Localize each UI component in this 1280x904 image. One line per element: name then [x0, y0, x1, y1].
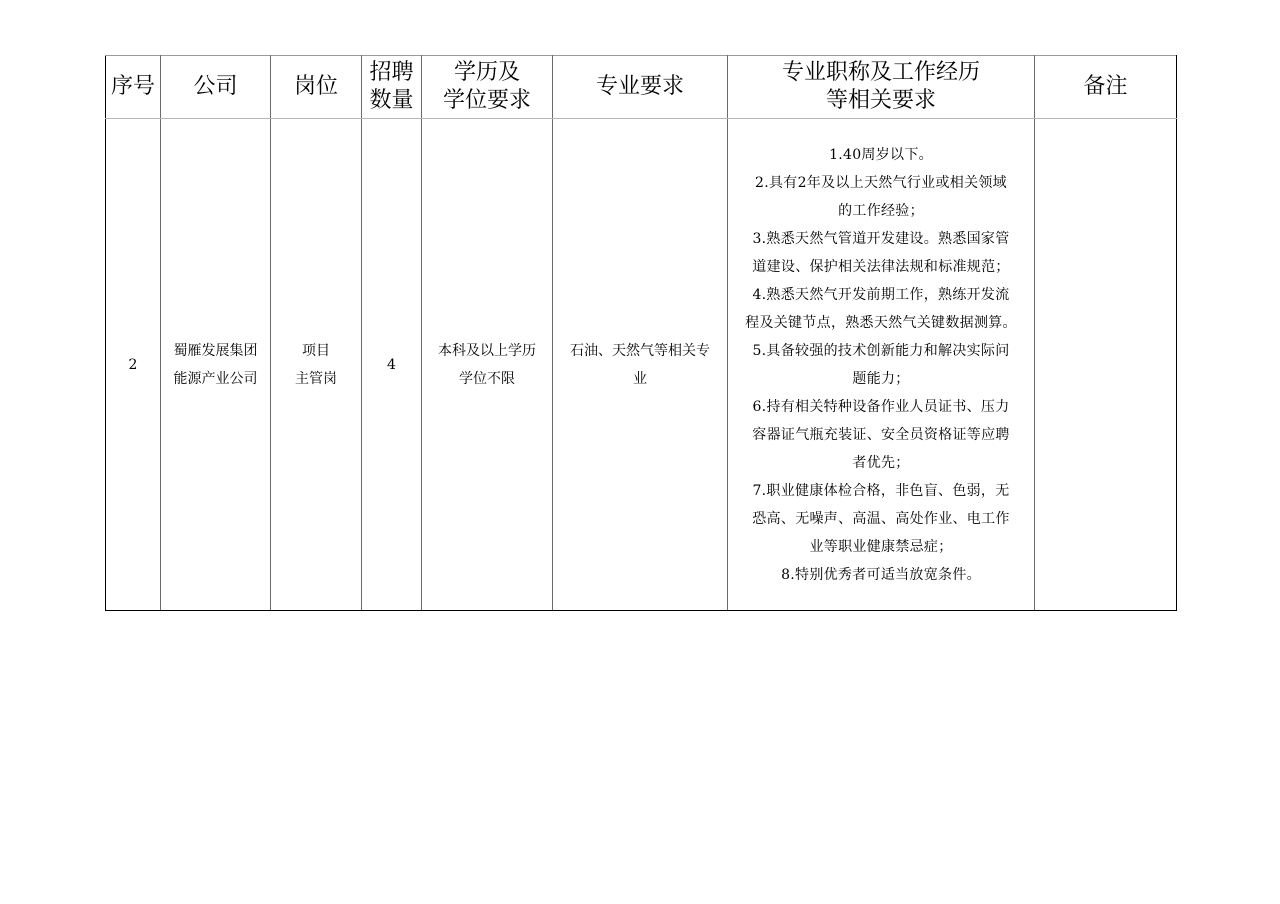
- cell-remarks: [1035, 119, 1177, 611]
- header-experience: 专业职称及工作经历 等相关要求: [728, 56, 1035, 119]
- cell-major: 石油、天然气等相关专 业: [553, 119, 728, 611]
- header-seq: 序号: [106, 56, 161, 119]
- header-count: 招聘 数量: [362, 56, 422, 119]
- header-remarks: 备注: [1035, 56, 1177, 119]
- header-education: 学历及 学位要求: [422, 56, 553, 119]
- cell-count: 4: [362, 119, 422, 611]
- cell-position: 项目 主管岗: [271, 119, 362, 611]
- requirement-line: 者优先；: [852, 454, 910, 471]
- requirement-line: 8.特别优秀者可适当放宽条件。: [781, 566, 981, 583]
- cell-seq: 2: [106, 119, 161, 611]
- requirement-line: 恐高、无噪声、高温、高处作业、电工作: [752, 510, 1010, 527]
- cell-company: 蜀雁发展集团 能源产业公司: [161, 119, 271, 611]
- requirement-line: 6.持有相关特种设备作业人员证书、压力: [752, 398, 1010, 415]
- header-company: 公司: [161, 56, 271, 119]
- requirement-line: 4.熟悉天然气开发前期工作，熟练开发流: [752, 286, 1010, 303]
- cell-requirements: [728, 119, 1035, 611]
- requirement-line: 程及关键节点，熟悉天然气关键数据测算。: [745, 314, 1017, 331]
- requirement-line: 容器证气瓶充装证、安全员资格证等应聘: [752, 426, 1010, 443]
- header-row: [106, 56, 1177, 119]
- recruitment-table: [105, 55, 1177, 611]
- requirement-line: 2.具有2年及以上天然气行业或相关领域: [755, 174, 1007, 191]
- requirement-line: 道建设、保护相关法律法规和标准规范；: [752, 258, 1010, 275]
- requirement-line: 3.熟悉天然气管道开发建设。熟悉国家管: [752, 230, 1010, 247]
- requirement-line: 1.40周岁以下。: [829, 146, 933, 163]
- requirement-line: 5.具备较强的技术创新能力和解决实际问: [752, 342, 1010, 359]
- header-major: 专业要求: [553, 56, 728, 119]
- table-row: [106, 119, 1177, 611]
- requirement-line: 业等职业健康禁忌症；: [809, 538, 953, 555]
- cell-education: 本科及以上学历 学位不限: [422, 119, 553, 611]
- requirement-line: 题能力；: [852, 370, 910, 387]
- requirement-line: 的工作经验；: [838, 202, 924, 219]
- requirement-line: 7.职业健康体检合格，非色盲、色弱，无: [752, 482, 1010, 499]
- recruitment-sheet: [105, 55, 1176, 611]
- header-position: 岗位: [271, 56, 362, 119]
